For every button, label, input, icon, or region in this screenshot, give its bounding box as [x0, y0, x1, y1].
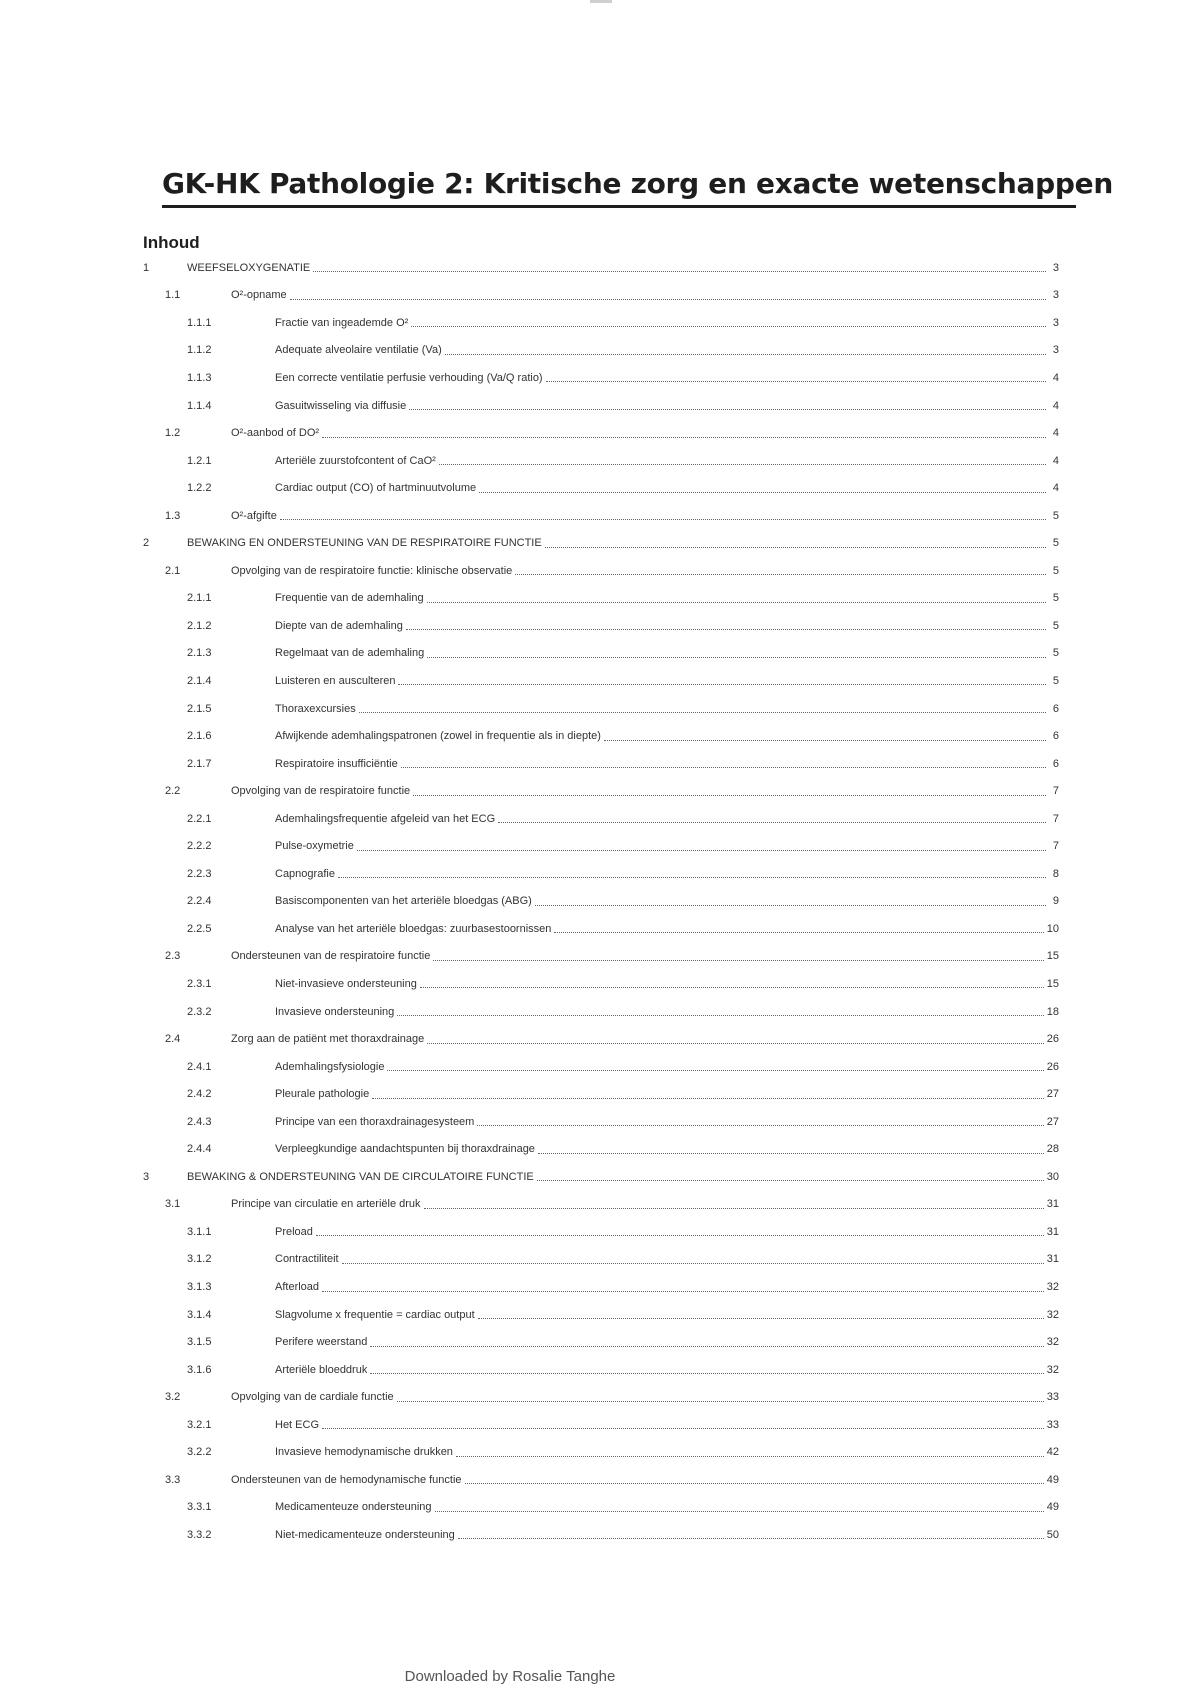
toc-entry[interactable] [143, 915, 1059, 943]
toc-entry-label: Zorg aan de patiënt met thoraxdrainage [231, 1033, 425, 1046]
toc-entry-number: 2.1.4 [187, 674, 212, 687]
toc-dot-leader [604, 740, 1046, 741]
toc-entry-page-number: 5 [1052, 509, 1059, 522]
toc-dot-leader [398, 684, 1046, 685]
toc-entry-number: 2.1.5 [187, 702, 212, 715]
toc-entry[interactable] [143, 970, 1059, 998]
toc-entry-page-number: 42 [1046, 1446, 1059, 1459]
toc-entry[interactable] [143, 447, 1059, 475]
toc-dot-leader [515, 574, 1046, 575]
toc-entry-number: 2.4.4 [187, 1143, 212, 1156]
toc-entry-page-number: 9 [1052, 895, 1059, 908]
toc-entry-label: Principe van circulatie en arteriële druk [231, 1198, 421, 1211]
toc-entry-page-number: 3 [1052, 316, 1059, 329]
toc-entry-page-number: 33 [1046, 1418, 1059, 1431]
toc-dot-leader [290, 299, 1046, 300]
toc-entry-label: Arteriële bloeddruk [275, 1363, 368, 1376]
toc-entry-label: Principe van een thoraxdrainagesysteem [275, 1115, 475, 1128]
toc-dot-leader [478, 1318, 1044, 1319]
toc-entry-number: 1.1.3 [187, 371, 212, 384]
toc-entry-number: 1.2.2 [187, 482, 212, 495]
toc-dot-leader [316, 1235, 1044, 1236]
toc-entry-page-number: 5 [1052, 564, 1059, 577]
toc-entry-label: Niet-medicamenteuze ondersteuning [275, 1528, 455, 1541]
toc-entry[interactable] [143, 640, 1059, 668]
toc-entry-label: O²-aanbod of DO² [231, 427, 320, 440]
toc-entry[interactable] [143, 805, 1059, 833]
toc-entry-label: Cardiac output (CO) of hartminuutvolume [275, 482, 477, 495]
toc-entry-number: 2.1.6 [187, 730, 212, 743]
toc-entry-number: 3.1.4 [187, 1308, 212, 1321]
toc-dot-leader [359, 712, 1046, 713]
toc-entry-label: Capnografie [275, 867, 335, 880]
toc-entry-number: 3.2.1 [187, 1418, 212, 1431]
toc-dot-leader [338, 877, 1046, 878]
toc-dot-leader [546, 381, 1046, 382]
toc-entry-page-number: 31 [1046, 1225, 1059, 1238]
toc-dot-leader [370, 1346, 1043, 1347]
toc-entry-number: 3.1 [165, 1198, 181, 1211]
toc-entry-label: Arteriële zuurstofcontent of CaO² [275, 454, 436, 467]
toc-entry[interactable] [143, 998, 1059, 1026]
toc-entry[interactable] [143, 474, 1059, 502]
toc-entry-label: Thoraxexcursies [275, 702, 356, 715]
toc-entry-number: 3.2 [165, 1391, 181, 1404]
toc-entry[interactable] [143, 1163, 1059, 1191]
toc-entry[interactable] [143, 1439, 1059, 1467]
toc-entry-page-number: 28 [1046, 1143, 1059, 1156]
toc-entry-number: 3.1.3 [187, 1281, 212, 1293]
toc-entry-number: 2.4.1 [187, 1060, 212, 1073]
toc-dot-leader [313, 271, 1046, 272]
toc-entry[interactable] [143, 777, 1059, 805]
toc-entry[interactable] [143, 943, 1059, 971]
toc-dot-leader [498, 822, 1046, 823]
toc-entry-page-number: 15 [1046, 950, 1059, 963]
toc-dot-leader [322, 437, 1046, 438]
download-footer: Downloaded by Rosalie Tanghe [404, 1668, 616, 1685]
toc-entry-label: Niet-invasieve ondersteuning [275, 977, 417, 990]
toc-entry-page-number: 4 [1052, 482, 1059, 495]
toc-entry-page-number: 5 [1052, 674, 1059, 687]
toc-entry-page-number: 32 [1046, 1308, 1059, 1321]
toc-entry-label: WEEFSELOXYGENATIE [187, 261, 311, 274]
toc-entry-label: Opvolging van de respiratoire functie [231, 785, 411, 798]
toc-entry-page-number: 3 [1052, 261, 1059, 274]
toc-entry-number: 1.1.4 [187, 399, 212, 412]
toc-entry-number: 3.2.2 [187, 1446, 212, 1459]
toc-entry-label: Invasieve hemodynamische drukken [275, 1446, 453, 1459]
toc-entry-label: Opvolging van de respiratoire functie: klinische observatie [231, 564, 513, 577]
toc-dot-leader [401, 767, 1046, 768]
toc-entry-label: Het ECG [275, 1418, 320, 1431]
toc-dot-leader [537, 1180, 1044, 1181]
toc-entry[interactable] [143, 1383, 1059, 1411]
toc-dot-leader [413, 795, 1046, 796]
toc-entry[interactable] [143, 337, 1059, 365]
toc-entry-page-number: 7 [1052, 785, 1059, 798]
toc-dot-leader [411, 326, 1046, 327]
toc-entry-number: 1.1.1 [187, 316, 212, 329]
toc-entry-page-number: 27 [1046, 1088, 1059, 1101]
toc-dot-leader [280, 519, 1046, 520]
toc-entry[interactable] [143, 1328, 1059, 1356]
toc-entry-page-number: 49 [1046, 1473, 1059, 1486]
toc-entry[interactable] [143, 419, 1059, 447]
toc-dot-leader [387, 1070, 1043, 1071]
toc-dot-leader [357, 850, 1046, 851]
toc-entry-number: 2.3.2 [187, 1005, 212, 1018]
toc-entry-number: 2.4 [165, 1033, 181, 1046]
toc-entry-number: 3.1.6 [187, 1363, 212, 1376]
toc-entry-label: Pulse-oxymetrie [275, 840, 354, 853]
toc-entry[interactable] [143, 282, 1059, 310]
toc-entry-page-number: 31 [1046, 1253, 1059, 1266]
toc-entry[interactable] [143, 1218, 1059, 1246]
toc-entry-page-number: 26 [1046, 1060, 1059, 1073]
toc-entry-label: Pleurale pathologie [275, 1088, 370, 1101]
toc-dot-leader [427, 657, 1046, 658]
toc-entry-label: Frequentie van de ademhaling [275, 592, 424, 605]
toc-entry[interactable] [143, 750, 1059, 778]
toc-entry-page-number: 7 [1052, 812, 1059, 825]
toc-entry-label: Gasuitwisseling via diffusie [275, 399, 407, 412]
toc-entry-number: 3.3.1 [187, 1501, 212, 1514]
toc-entry-number: 3 [143, 1170, 150, 1183]
toc-entry-page-number: 50 [1046, 1528, 1059, 1541]
toc-entry[interactable] [143, 1080, 1059, 1108]
title-underline [162, 205, 1076, 208]
toc-entry-number: 3.1.5 [187, 1336, 212, 1349]
toc-entry-number: 3.3 [165, 1473, 181, 1486]
toc-dot-leader [433, 960, 1043, 961]
toc-entry-page-number: 33 [1046, 1391, 1059, 1404]
toc-entry-label: Adequate alveolaire ventilatie (Va) [275, 344, 442, 357]
toc-entry-page-number: 5 [1052, 619, 1059, 632]
toc-dot-leader [427, 602, 1046, 603]
toc-entry-page-number: 27 [1046, 1115, 1059, 1128]
toc-entry-label: Fractie van ingeademde O² [275, 316, 409, 329]
toc-entry-number: 1.2 [165, 427, 181, 440]
toc-dot-leader [535, 905, 1046, 906]
toc-entry[interactable] [143, 557, 1059, 585]
toc-entry-label: Diepte van de ademhaling [275, 619, 403, 632]
toc-entry-page-number: 49 [1046, 1501, 1059, 1514]
toc-entry[interactable] [143, 667, 1059, 695]
toc-entry-number: 1 [143, 261, 150, 274]
toc-entry-number: 2.1.7 [187, 757, 212, 770]
toc-entry-label: Analyse van het arteriële bloedgas: zuurbasestoornissen [275, 922, 552, 935]
toc-entry-number: 1.1.2 [187, 344, 212, 357]
toc-entry-label: Ondersteunen van de hemodynamische functie [231, 1473, 462, 1486]
toc-entry-label: Contractiliteit [275, 1253, 339, 1266]
toc-entry-label: Verpleegkundige aandachtspunten bij thoraxdrainage [275, 1143, 535, 1156]
toc-entry-page-number: 4 [1052, 427, 1059, 440]
toc-entry[interactable] [143, 1494, 1059, 1522]
toc-entry-label: Ademhalingsfrequentie afgeleid van het ECG [275, 812, 496, 825]
toc-dot-leader [479, 492, 1046, 493]
toc-entry-number: 2.1.2 [187, 619, 212, 632]
toc-entry-label: Regelmaat van de ademhaling [275, 647, 425, 660]
toc-entry-page-number: 6 [1052, 757, 1059, 770]
toc-entry-number: 3.1.1 [187, 1225, 212, 1238]
toc-entry-page-number: 10 [1046, 922, 1059, 935]
toc-dot-leader [397, 1015, 1044, 1016]
toc-entry-number: 2.2.3 [187, 867, 212, 880]
toc-entry-number: 1.3 [165, 509, 181, 522]
toc-entry-label: Basiscomponenten van het arteriële bloedgas (ABG) [275, 895, 532, 908]
toc-entry[interactable] [143, 832, 1059, 860]
toc-entry-page-number: 32 [1046, 1363, 1059, 1376]
toc-entry[interactable] [143, 1273, 1059, 1301]
toc-dot-leader [420, 987, 1044, 988]
toc-entry[interactable] [143, 1246, 1059, 1274]
toc-entry-number: 3.3.2 [187, 1528, 212, 1541]
toc-entry-page-number: 4 [1052, 454, 1059, 467]
toc-dot-leader [435, 1511, 1044, 1512]
toc-entry[interactable] [143, 529, 1059, 557]
toc-entry[interactable] [143, 1301, 1059, 1329]
toc-dot-leader [465, 1483, 1044, 1484]
toc-entry-number: 1.1 [165, 289, 181, 302]
toc-entry-number: 2.3.1 [187, 977, 212, 990]
toc-entry-number: 2.1.1 [187, 592, 212, 605]
table-of-contents [143, 254, 1059, 1549]
toc-entry[interactable] [143, 502, 1059, 530]
toc-entry-label: O²-afgifte [231, 509, 277, 522]
toc-entry[interactable] [143, 254, 1059, 282]
toc-entry[interactable] [143, 1025, 1059, 1053]
toc-dot-leader [370, 1373, 1043, 1374]
toc-entry-page-number: 32 [1046, 1281, 1059, 1293]
toc-entry-page-number: 4 [1052, 399, 1059, 412]
toc-entry-page-number: 6 [1052, 702, 1059, 715]
toc-entry-number: 2.4.3 [187, 1115, 212, 1128]
toc-dot-leader [409, 409, 1046, 410]
toc-entry-label: Respiratoire insufficiëntie [275, 757, 398, 770]
toc-heading: Inhoud [143, 233, 200, 252]
toc-dot-leader [427, 1043, 1044, 1044]
toc-entry[interactable] [143, 860, 1059, 888]
toc-dot-leader [322, 1291, 1044, 1292]
toc-entry-label: O²-opname [231, 289, 287, 302]
toc-entry-label: Afwijkende ademhalingspatronen (zowel in frequentie als in diepte) [275, 730, 601, 743]
toc-entry-number: 2.2.4 [187, 895, 212, 908]
toc-entry-label: Luisteren en ausculteren [275, 674, 396, 687]
toc-entry-page-number: 8 [1052, 867, 1059, 880]
toc-entry-label: Afterload [275, 1281, 320, 1293]
toc-entry-number: 2.4.2 [187, 1088, 212, 1101]
toc-entry-label: BEWAKING EN ONDERSTEUNING VAN DE RESPIRATOIRE FUNCTIE [187, 537, 542, 550]
toc-entry-label: Slagvolume x frequentie = cardiac output [275, 1308, 475, 1321]
toc-entry[interactable] [143, 695, 1059, 723]
toc-entry[interactable] [143, 1108, 1059, 1136]
toc-entry-page-number: 3 [1052, 289, 1059, 302]
toc-entry-label: Preload [275, 1225, 313, 1238]
toc-dot-leader [406, 629, 1046, 630]
toc-entry-label: Een correcte ventilatie perfusie verhouding (Va/Q ratio) [275, 371, 543, 384]
toc-entry-page-number: 32 [1046, 1336, 1059, 1349]
document-title: GK-HK Pathologie 2: Kritische zorg en exacte wetenschappen [162, 167, 1113, 200]
toc-entry-number: 2.1 [165, 564, 181, 577]
toc-entry[interactable] [143, 1466, 1059, 1494]
toc-entry-label: Ondersteunen van de respiratoire functie [231, 950, 431, 963]
toc-entry-label: Ademhalingsfysiologie [275, 1060, 385, 1073]
toc-dot-leader [372, 1098, 1044, 1099]
toc-dot-leader [458, 1538, 1044, 1539]
toc-entry-number: 2.2.1 [187, 812, 212, 825]
toc-entry-page-number: 15 [1046, 977, 1059, 990]
toc-entry[interactable] [143, 722, 1059, 750]
toc-entry[interactable] [143, 1411, 1059, 1439]
toc-entry-page-number: 26 [1046, 1033, 1059, 1046]
toc-dot-leader [439, 464, 1046, 465]
toc-dot-leader [545, 547, 1046, 548]
toc-dot-leader [538, 1153, 1044, 1154]
toc-entry-page-number: 5 [1052, 592, 1059, 605]
toc-entry-page-number: 5 [1052, 537, 1059, 550]
toc-entry-page-number: 3 [1052, 344, 1059, 357]
toc-entry-page-number: 5 [1052, 647, 1059, 660]
toc-entry-number: 2 [143, 537, 150, 550]
toc-entry-label: Opvolging van de cardiale functie [231, 1391, 394, 1404]
toc-dot-leader [445, 354, 1046, 355]
toc-entry-page-number: 18 [1046, 1005, 1059, 1018]
toc-dot-leader [322, 1428, 1044, 1429]
toc-entry[interactable] [143, 1053, 1059, 1081]
toc-entry-number: 1.2.1 [187, 454, 212, 467]
toc-entry[interactable] [143, 1136, 1059, 1164]
toc-entry-label: Invasieve ondersteuning [275, 1005, 395, 1018]
toc-dot-leader [477, 1125, 1043, 1126]
toc-dot-leader [424, 1208, 1044, 1209]
toc-entry-page-number: 31 [1046, 1198, 1059, 1211]
toc-entry-page-number: 4 [1052, 371, 1059, 384]
toc-dot-leader [342, 1263, 1044, 1264]
toc-entry-number: 2.3 [165, 950, 181, 963]
toc-entry-number: 2.2.5 [187, 922, 212, 935]
toc-entry-page-number: 7 [1052, 840, 1059, 853]
toc-entry[interactable] [143, 392, 1059, 420]
toc-entry-number: 2.2.2 [187, 840, 212, 853]
toc-entry-label: BEWAKING & ONDERSTEUNING VAN DE CIRCULATOIRE FUNCTIE [187, 1170, 534, 1183]
toc-entry-number: 2.2 [165, 785, 181, 798]
toc-entry-page-number: 6 [1052, 730, 1059, 743]
toc-entry[interactable] [143, 888, 1059, 916]
toc-entry-page-number: 30 [1046, 1170, 1059, 1183]
toc-entry[interactable] [143, 364, 1059, 392]
toc-entry[interactable] [143, 585, 1059, 613]
toc-entry[interactable] [143, 1356, 1059, 1384]
toc-entry-number: 2.1.3 [187, 647, 212, 660]
toc-dot-leader [456, 1456, 1044, 1457]
toc-entry[interactable] [143, 1521, 1059, 1549]
toc-entry[interactable] [143, 309, 1059, 337]
toc-dot-leader [554, 932, 1043, 933]
toc-entry-label: Perifere weerstand [275, 1336, 368, 1349]
page-top-mark [590, 0, 612, 3]
toc-entry-label: Medicamenteuze ondersteuning [275, 1501, 432, 1514]
toc-dot-leader [397, 1401, 1044, 1402]
toc-entry[interactable] [143, 612, 1059, 640]
toc-entry-number: 3.1.2 [187, 1253, 212, 1266]
toc-entry[interactable] [143, 1191, 1059, 1219]
